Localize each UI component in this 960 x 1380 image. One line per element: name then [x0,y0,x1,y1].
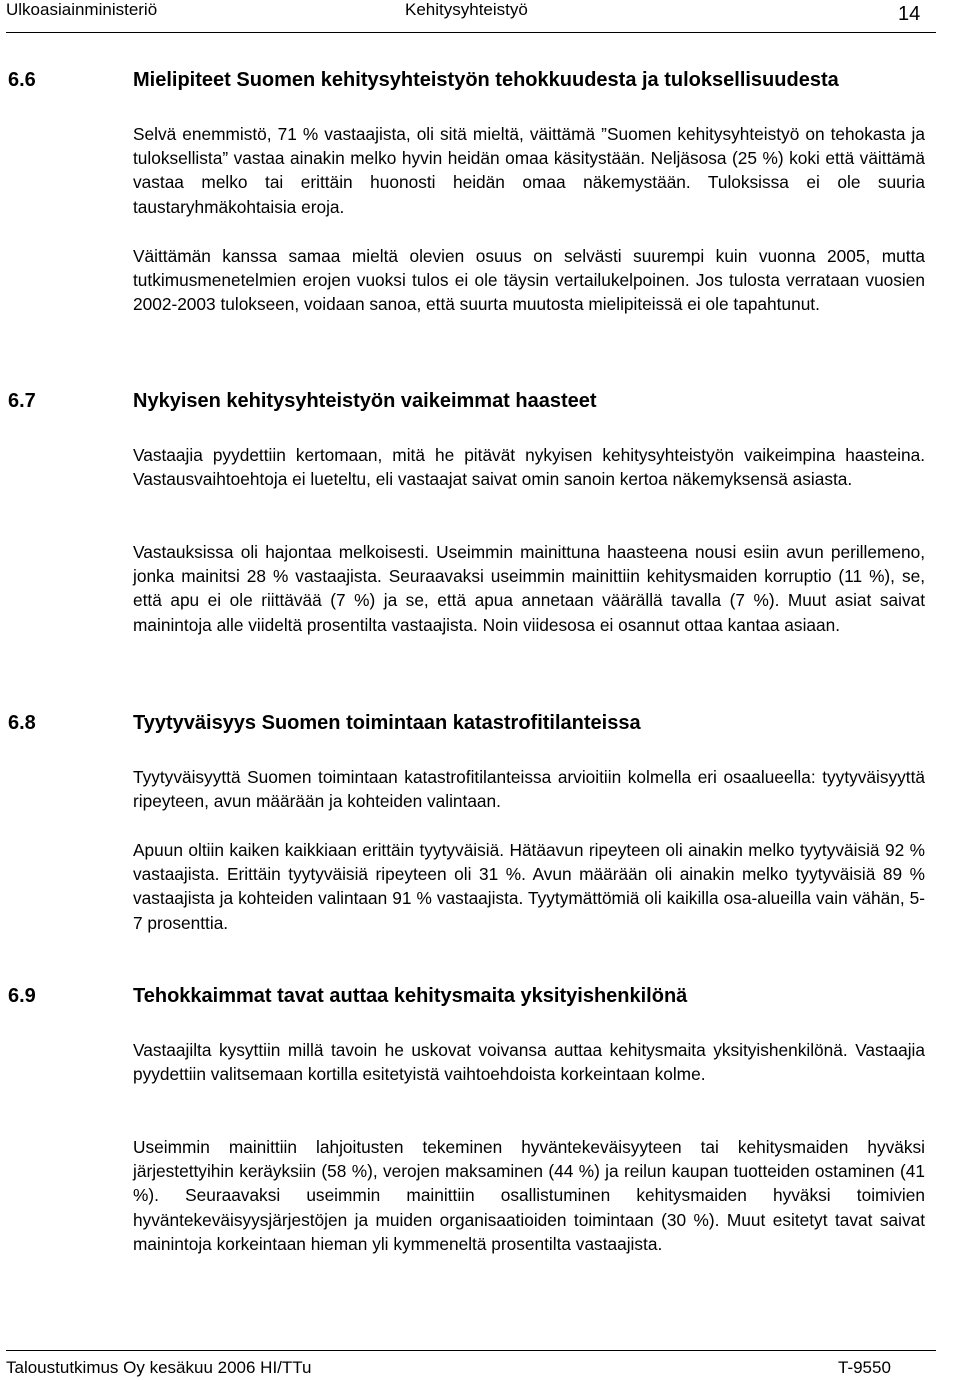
page-header [0,0,960,32]
section-number: 6.9 [8,985,36,1007]
paragraph: Useimmin mainittiin lahjoitusten tekeminen hyväntekeväisyyteen tai kehitysmaiden hyväksi järjestettyihin keräyksiin (58 %), verojen maksaminen (44 %) ja reilun kaupan tuotteiden ostaminen (41 %). Seuraavaksi useimmin mainittiin osallistuminen kehitysmaiden hyväksi toimivien hyväntekeväisyysjärjestöjen ja muiden organisaatioiden toimintaan (30 %). Muut esitetyt tavat saivat mainintoja korkeintaan hieman yli kymmeneltä prosentilta vastaajista. [133,1137,925,1254]
section-number: 6.8 [8,712,36,734]
footer-rule [6,1350,936,1351]
header-rule [6,32,936,33]
page-number: 14 [898,3,921,25]
footer-code: T-9550 [838,1358,891,1377]
footer-publisher: Taloustutkimus Oy kesäkuu 2006 HI/TTu [6,1358,312,1377]
section-title: Tehokkaimmat tavat auttaa kehitysmaita yksityishenkilönä [133,985,688,1007]
paragraph: Väittämän kanssa samaa mieltä olevien osuus on selvästi suurempi kuin vuonna 2005, mutta tutkimusmenetelmien erojen vuoksi tulos ei ole täysin vertailukelpoinen. Jos tulosta verrataan vuosien 2002-2003 tulokseen, voidaan sanoa, että suurta muutosta mielipiteissä ei ole tapahtunut. [133,246,925,315]
header-topic: Kehitysyhteistyö [405,0,528,19]
page-footer [0,1340,960,1380]
section-number: 6.6 [8,69,36,91]
section-title: Tyytyväisyys Suomen toimintaan katastrofitilanteissa [133,712,641,734]
paragraph: Apuun oltiin kaiken kaikkiaan erittäin tyytyväisiä. Hätäavun ripeyteen oli ainakin melko tyytyväisiä 92 % vastaajista. Erittäin tyytyväisiä ripeyteen oli 31 %. Avun määrään oli ainakin melko tyytyväisiä 89 % vastaajista ja kohteiden valintaan 91 % vastaajista. Tyytymättömiä oli kaikilla osa-alueilla vain vähän, 5-7 prosenttia. [133,840,925,933]
header-ministry: Ulkoasiainministeriö [6,0,158,19]
section-title: Mielipiteet Suomen kehitysyhteistyön tehokkuudesta ja tuloksellisuudesta [133,69,839,91]
section-number: 6.7 [8,390,36,412]
paragraph: Selvä enemmistö, 71 % vastaajista, oli sitä mieltä, väittämä ”Suomen kehitysyhteistyö on tehokasta ja tuloksellista” vastaa ainakin melko hyvin heidän omaa käsitystään. Neljäsosa (25 %) koki että väittämä vastaa melko tai erittäin huonosti heidän omaa näkemystään. Tuloksissa ei ole suuria taustaryhmäkohtaisia eroja. [133,124,925,217]
paragraph: Vastauksissa oli hajontaa melkoisesti. Useimmin mainittuna haasteena nousi esiin avun perillemeno, jonka mainitsi 28 % vastaajista. Seuraavaksi useimmin mainittiin kehitysmaiden korruptio (11 %), se, että apu ei ole riittävää (7 %) ja se, että apua annetaan väärällä tavalla (7 %). Muut asiat saivat mainintoja alle viideltä prosentilta vastaajista. Noin viidesosa ei osannut ottaa kantaa asiaan. [133,542,925,635]
section-title: Nykyisen kehitysyhteistyön vaikeimmat haasteet [133,390,597,412]
paragraph: Vastaajia pyydettiin kertomaan, mitä he pitävät nykyisen kehitysyhteistyön vaikeimpina haasteina. Vastausvaihtoehtoja ei lueteltu, eli vastaajat saivat omin sanoin kertoa näkemyksensä asiasta. [133,445,925,490]
paragraph: Vastaajilta kysyttiin millä tavoin he uskovat voivansa auttaa kehitysmaita yksityishenkilönä. Vastaajia pyydettiin valitsemaan kortilla esitetyistä vaihtoehdoista korkeintaan kolme. [133,1040,925,1085]
paragraph: Tyytyväisyyttä Suomen toimintaan katastrofitilanteissa arvioitiin kolmella eri osaalueella: tyytyväisyyttä ripeyteen, avun määrään ja kohteiden valintaan. [133,767,925,812]
